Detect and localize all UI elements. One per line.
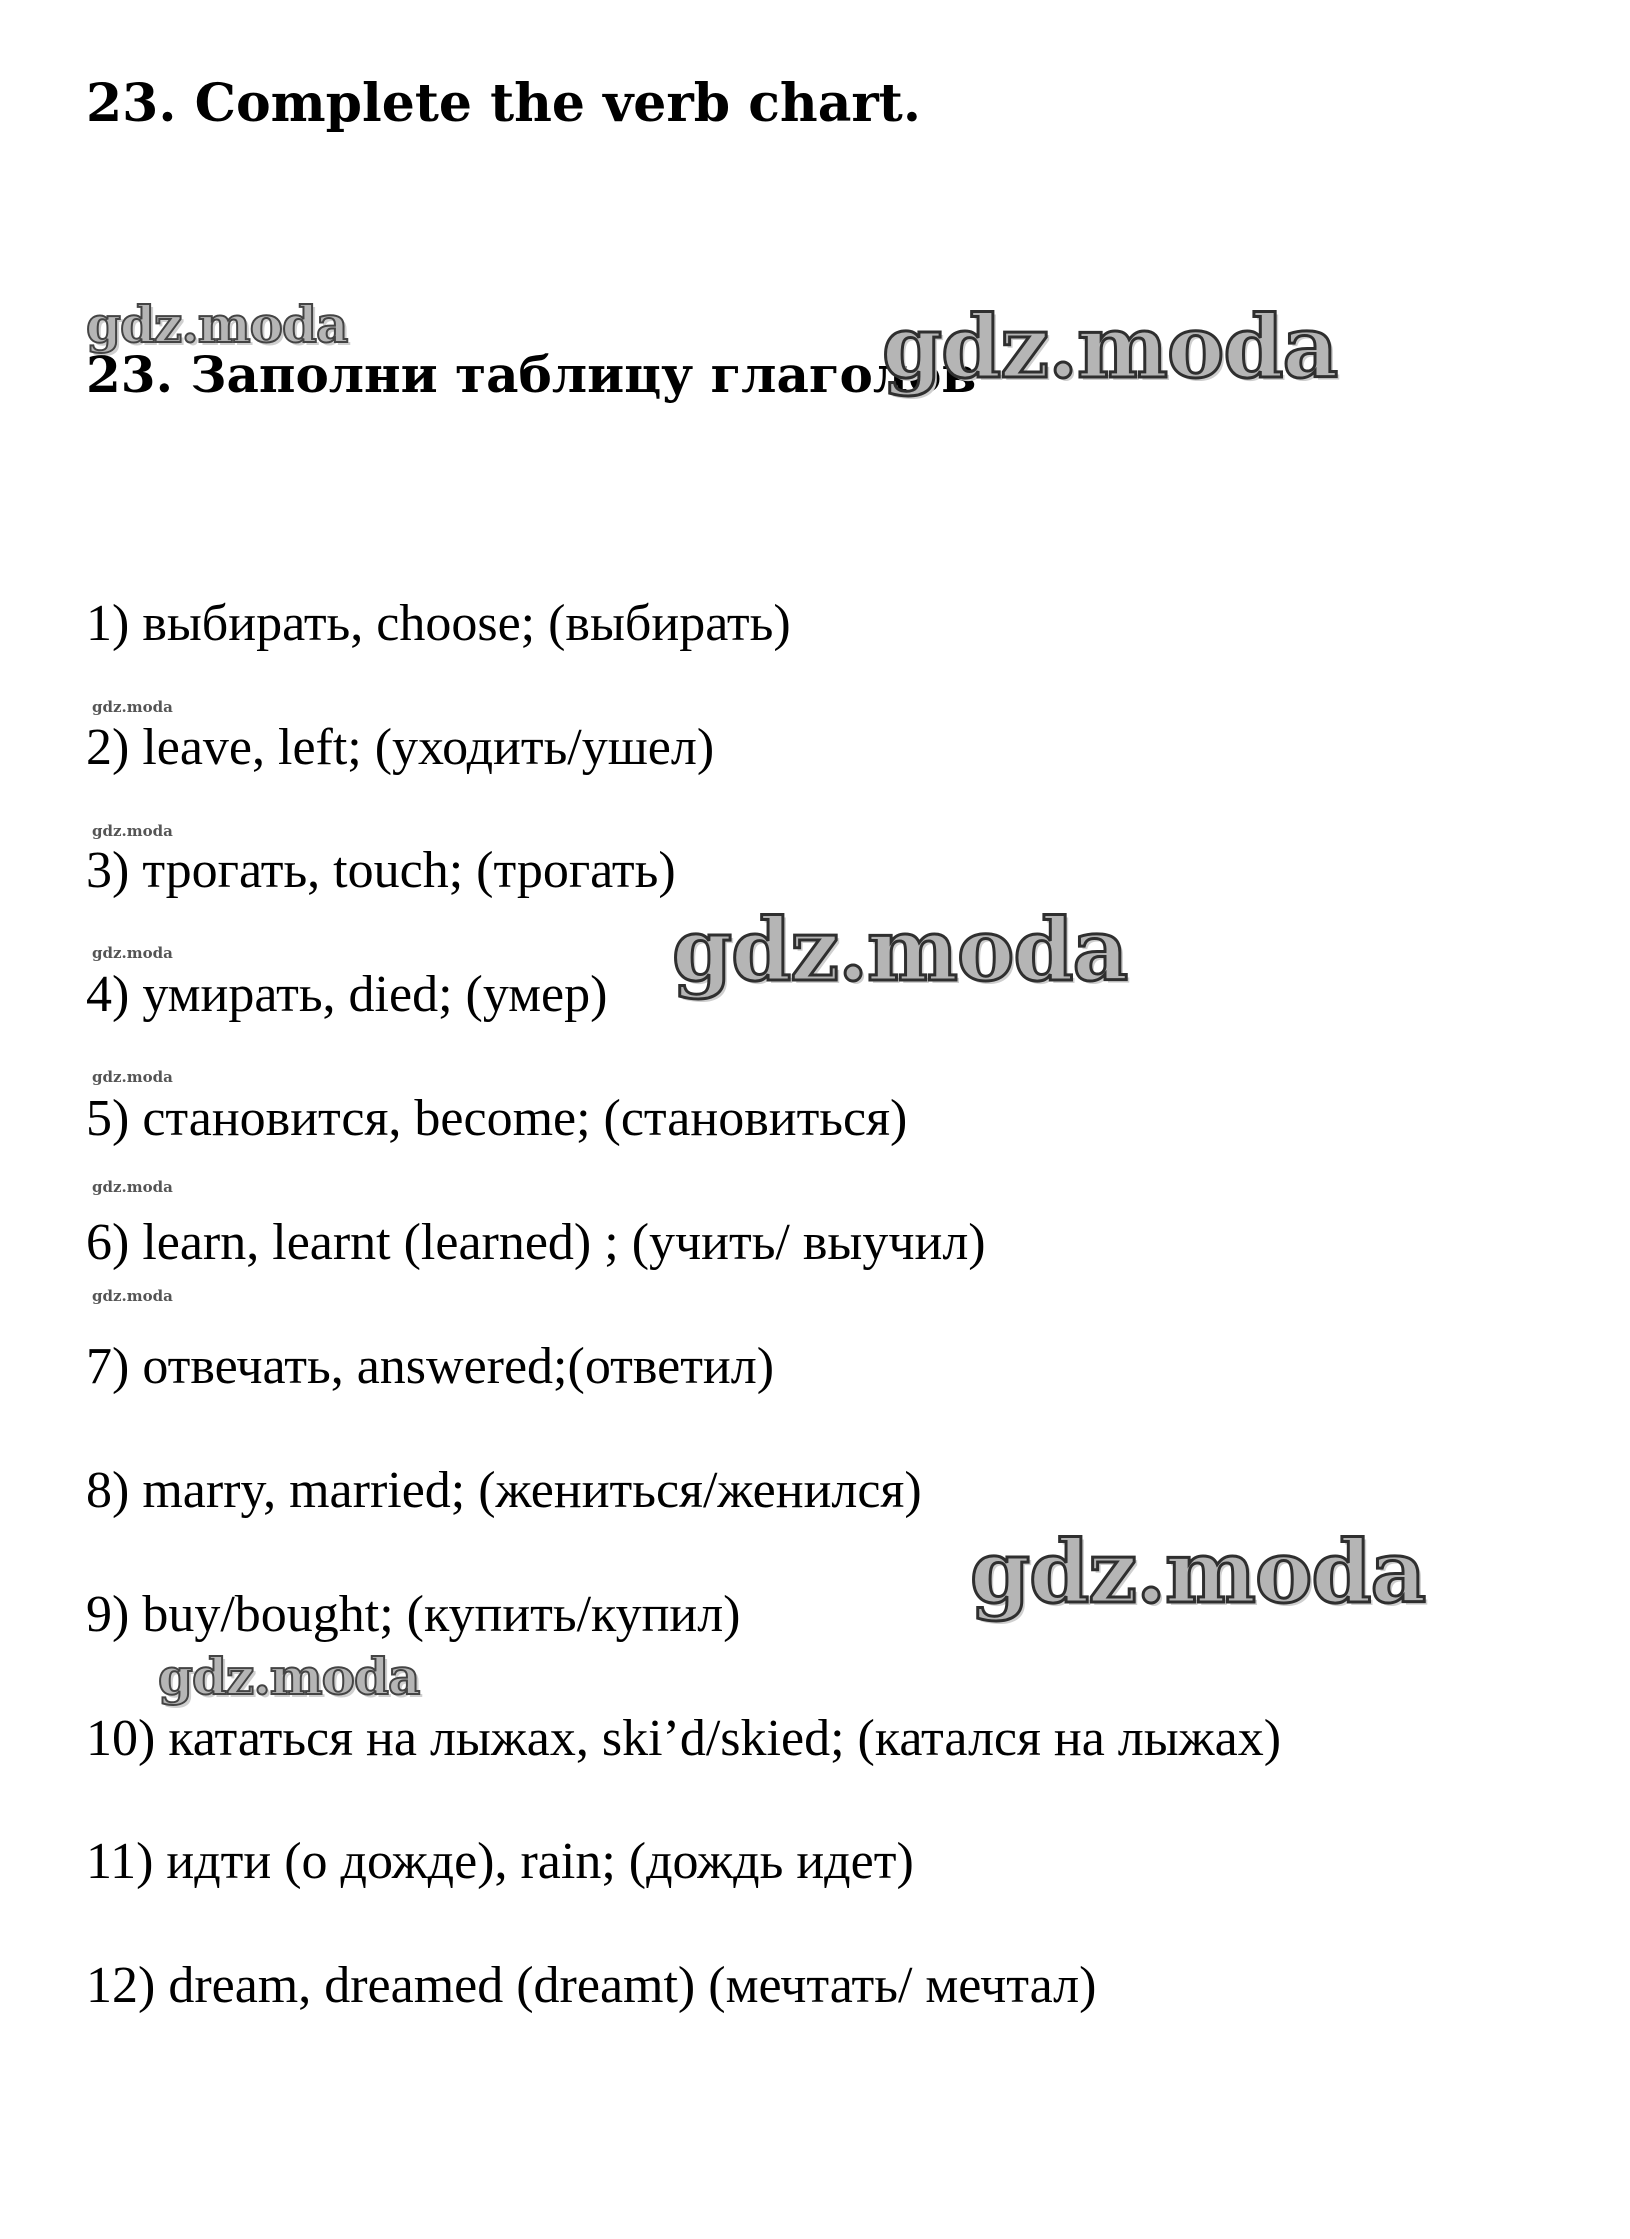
answer-list [86,0,1586,2239]
answer-line-3: 3) трогать, touch; (трогать) [86,842,676,899]
watermark-small-6: gdz.moda [92,1287,173,1305]
watermark-small-4: gdz.moda [92,1068,173,1086]
page-title-english: 23. Complete the verb chart. [86,73,921,134]
watermark-small-2: gdz.moda [92,822,173,840]
watermark-small-1: gdz.moda [92,698,173,716]
watermark-large-2: gdz.moda [672,900,1128,1001]
watermark-medium-1: gdz.moda [86,295,348,354]
answer-line-6: 6) learn, learnt (learned) ; (учить/ выучил) [86,1214,986,1271]
watermark-large-3: gdz.moda [970,1522,1426,1623]
answer-line-1: 1) выбирать, choose; (выбирать) [86,595,791,652]
answer-line-7: 7) отвечать, answered;(ответил) [86,1338,775,1395]
watermark-large-1: gdz.moda [882,297,1338,398]
answer-line-8: 8) marry, married; (жениться/женился) [86,1462,922,1519]
answer-line-2: 2) leave, left; (уходить/ушел) [86,719,715,776]
answer-line-12: 12) dream, dreamed (dreamt) (мечтать/ мечтал) [86,1957,1097,2014]
watermark-small-3: gdz.moda [92,944,173,962]
page-title-russian: 23. Заполни таблицу глаголов [86,345,977,404]
answer-line-4: 4) умирать, died; (умер) [86,966,608,1023]
answer-line-9: 9) buy/bought; (купить/купил) [86,1586,741,1643]
answer-line-5: 5) становится, become; (становиться) [86,1090,908,1147]
answer-line-11: 11) идти (о дожде), rain; (дождь идет) [86,1833,914,1890]
answer-line-10: 10) кататься на лыжах, ski’d/skied; (катался на лыжах) [86,1710,1282,1767]
watermark-medium-2: gdz.moda [158,1647,420,1706]
watermark-small-5: gdz.moda [92,1178,173,1196]
